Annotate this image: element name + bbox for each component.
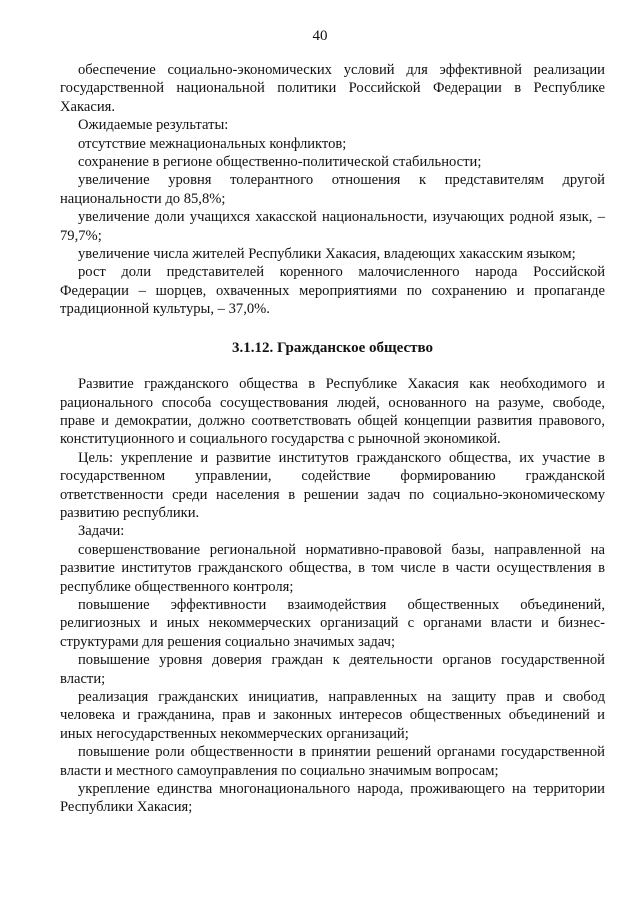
- paragraph: рост доли представителей коренного малочисленного народа Российской Федерации – шорцев, охваченных мероприятиями по сохранению и пропаганде традиционной культуры, – 37,0%.: [60, 264, 605, 318]
- paragraph: реализация гражданских инициатив, направленных на защиту прав и свобод человека и гражданина, прав и законных интересов общественных объединений и иных негосударственных некоммерческих организаций;: [60, 689, 605, 742]
- section-heading: 3.1.12. Гражданское общество: [231, 339, 434, 356]
- page-number: 40: [312, 28, 328, 44]
- paragraph: повышение роли общественности в принятии решений органами государственной власти и местного самоуправления по социально значимым вопросам;: [60, 744, 605, 779]
- paragraph: сохранение в регионе общественно-политической стабильности;: [78, 154, 482, 171]
- paragraph: Цель: укрепление и развитие институтов гражданского общества, их участие в государственном управлении, содействие формированию гражданской ответственности среди населения в решении задач по социально-экономическому развитию республики.: [60, 449, 605, 521]
- paragraph: обеспечение социально-экономических условий для эффективной реализации государственной национальной политики Российской Федерации в Республике Хакасия.: [60, 62, 605, 115]
- paragraph: повышение уровня доверия граждан к деятельности органов государственной власти;: [60, 652, 605, 687]
- paragraph: Ожидаемые результаты:: [78, 117, 229, 134]
- paragraph: повышение эффективности взаимодействия общественных объединений, религиозных и иных некоммерческих организаций с органами власти и бизнес-структурами для решения социально значимых задач;: [60, 596, 605, 650]
- paragraph: отсутствие межнациональных конфликтов;: [78, 135, 347, 152]
- paragraph: увеличение доли учащихся хакасской национальности, изучающих родной язык, – 79,7%;: [60, 209, 605, 244]
- paragraph: укрепление единства многонационального народа, проживающего на территории Республики Хакасия;: [60, 781, 605, 816]
- paragraph: увеличение числа жителей Республики Хакасия, владеющих хакасским языком;: [78, 246, 576, 263]
- paragraph: совершенствование региональной нормативно-правовой базы, направленной на развитие институтов гражданского общества, в том числе в части осуществления в республике общественного контроля;: [60, 541, 605, 595]
- paragraph: Развитие гражданского общества в Республике Хакасия как необходимого и рационального способа сосуществования людей, основанного на разуме, свободе, праве и демократии, должно соответствовать общей концепции развития правового, конституционного и социального государства с рыночной экономикой.: [60, 376, 605, 448]
- paragraph: Задачи:: [78, 523, 125, 540]
- paragraph: увеличение уровня толерантного отношения к представителям другой национальности до 85,8%;: [60, 172, 605, 207]
- page-content: [60, 61, 605, 817]
